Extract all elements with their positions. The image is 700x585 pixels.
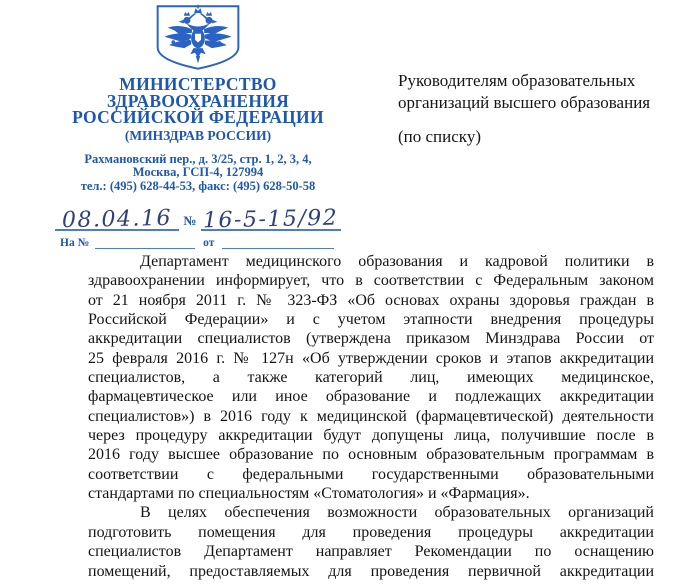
addressee-list-note: (по списку): [398, 127, 481, 146]
address-line: тел.: (495) 628-44-53, факс: (495) 628-50-58: [80, 178, 316, 193]
body-line: фармацевтическое или иное образование и подлежащих аккредитации: [88, 388, 654, 406]
body-line: Департамент медицинского образования и кадровой политики в: [140, 253, 654, 270]
reference-na-label: На №: [60, 237, 90, 249]
ministry-name: [28, 76, 368, 126]
body-line: подготовить помещения для проведения процедуры аккредитации: [88, 523, 654, 541]
body-line: В целях обеспечения возможности образовательных организаций: [140, 504, 654, 522]
double-headed-eagle-icon: [152, 4, 244, 71]
body-line: здравоохранении информирует, что в соответствии с Федеральным законом: [88, 272, 654, 290]
body-line: специалистов») в 2016 году к медицинской (фармацевтической) деятельности: [88, 407, 654, 425]
ministry-line: РОССИЙСКОЙ ФЕДЕРАЦИИ: [72, 107, 324, 127]
address-line: Рахмановский пер., д. 3/25, стр. 1, 2, 3, 4,: [84, 151, 312, 166]
ministry-short-name: (МИНЗДРАВ РОССИИ): [124, 127, 272, 143]
reference-row: [28, 235, 368, 249]
body-line: от 21 ноября 2011 г. № 323-ФЗ «Об основах охраны здоровья граждан в: [88, 291, 654, 309]
number-sign-label: №: [183, 213, 197, 228]
addressee-block: [398, 70, 690, 148]
ministry-line: ЗДРАВООХРАНЕНИЯ: [106, 90, 290, 111]
addressee-line: Руководителям образовательных: [398, 71, 636, 90]
outgoing-number-row: [28, 200, 368, 234]
body-line: стандартами по специальностям «Стоматология» и «Фармация».: [88, 485, 530, 503]
reference-ot-label: от: [203, 237, 215, 249]
body-line: помещений, предоставляемых для проведения первичной аккредитации: [88, 562, 654, 580]
reference-date-blank: [222, 235, 334, 249]
ministry-line: МИНИСТЕРСТВО: [119, 74, 277, 94]
body-line: 25 февраля 2016 г. № 127н «Об утверждении сроков и этапов аккредитации: [88, 349, 654, 367]
letter-body: [88, 252, 654, 581]
address-block: [28, 153, 368, 194]
outgoing-date-field: [55, 204, 179, 234]
reference-number-blank: [95, 235, 195, 249]
body-line: соответствии с федеральными государственными образовательными: [88, 465, 654, 483]
body-line: специалистов Департамент направляет Рекомендации по оснащению: [88, 543, 654, 561]
body-line: через процедуру аккредитации будут допущены лица, получившие после в: [88, 427, 654, 445]
coat-of-arms-emblem: [28, 4, 368, 70]
body-line: аккредитации специалистов (утверждена приказом Минздрава России от: [88, 330, 654, 348]
handwritten-number: 16-5-15/92: [202, 205, 339, 234]
address-line: Москва, ГСП-4, 127994: [132, 165, 264, 179]
letterhead: [28, 4, 368, 249]
body-line: специалистов, а также категорий лиц, имеющих медицинское,: [88, 369, 654, 387]
body-line: Российской Федерации» и с учетом этапности внедрения процедуры: [88, 311, 654, 329]
body-line: 2016 году высшее образование по основным образовательным программам в: [88, 446, 654, 464]
handwritten-date: 08.04.16: [62, 205, 173, 234]
outgoing-number-field: [201, 204, 341, 234]
addressee-line: организаций высшего образования: [398, 93, 651, 112]
